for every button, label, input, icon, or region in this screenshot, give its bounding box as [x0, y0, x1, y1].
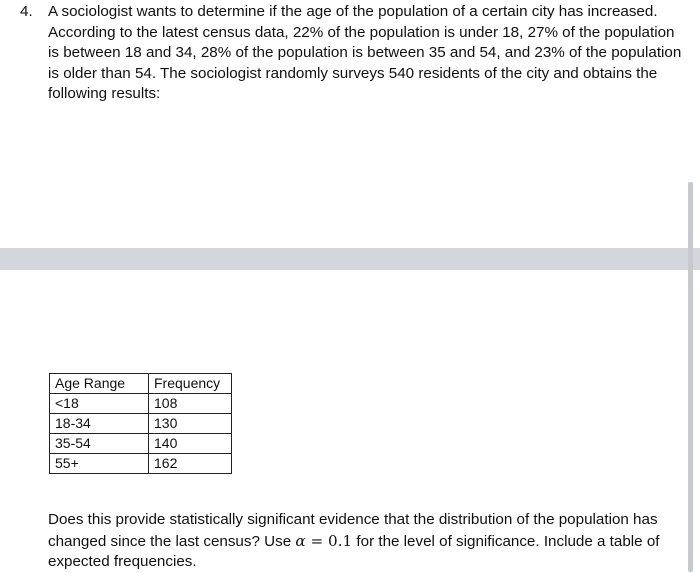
question-text: A sociologist wants to determine if the age of the population of a certain city has increased. According to the latest census data, 22% of the population is under 18, 27% of the population is between 18 and 34, 28% of the population is between 35 and 54, and 23% of the population is older than 54. The sociologist randomly surveys 540 residents of the city and obtains the following results: [48, 3, 682, 103]
table-header-row [50, 374, 232, 394]
alpha-value: 0.1 [328, 531, 353, 550]
table-row [50, 394, 232, 414]
equals-sign: = [305, 531, 329, 550]
age-range-cell: 35-54 [50, 434, 149, 454]
age-range-cell: 18-34 [50, 414, 149, 434]
frequency-cell: 162 [149, 454, 232, 474]
frequency-cell: 108 [149, 394, 232, 414]
table-row [50, 434, 232, 454]
frequency-table [49, 373, 232, 474]
frequency-cell: 130 [149, 414, 232, 434]
table-row [50, 454, 232, 474]
followup-text-after: for the level of significance. Include a table of expected frequencies. [48, 532, 660, 571]
scrollbar[interactable] [688, 182, 693, 572]
question-block [20, 2, 688, 105]
question-number: 4. [20, 3, 33, 20]
divider-band [0, 248, 700, 270]
header-frequency: Frequency [149, 374, 232, 394]
alpha-symbol: α [295, 531, 306, 550]
age-range-cell: <18 [50, 394, 149, 414]
header-age-range: Age Range [50, 374, 149, 394]
table-row [50, 414, 232, 434]
age-range-cell: 55+ [50, 454, 149, 474]
followup-question [48, 510, 688, 573]
followup-text-before: Does this provide statistically significant evidence that the distribution of the population has changed since the last census? Use [48, 511, 658, 550]
frequency-cell: 140 [149, 434, 232, 454]
